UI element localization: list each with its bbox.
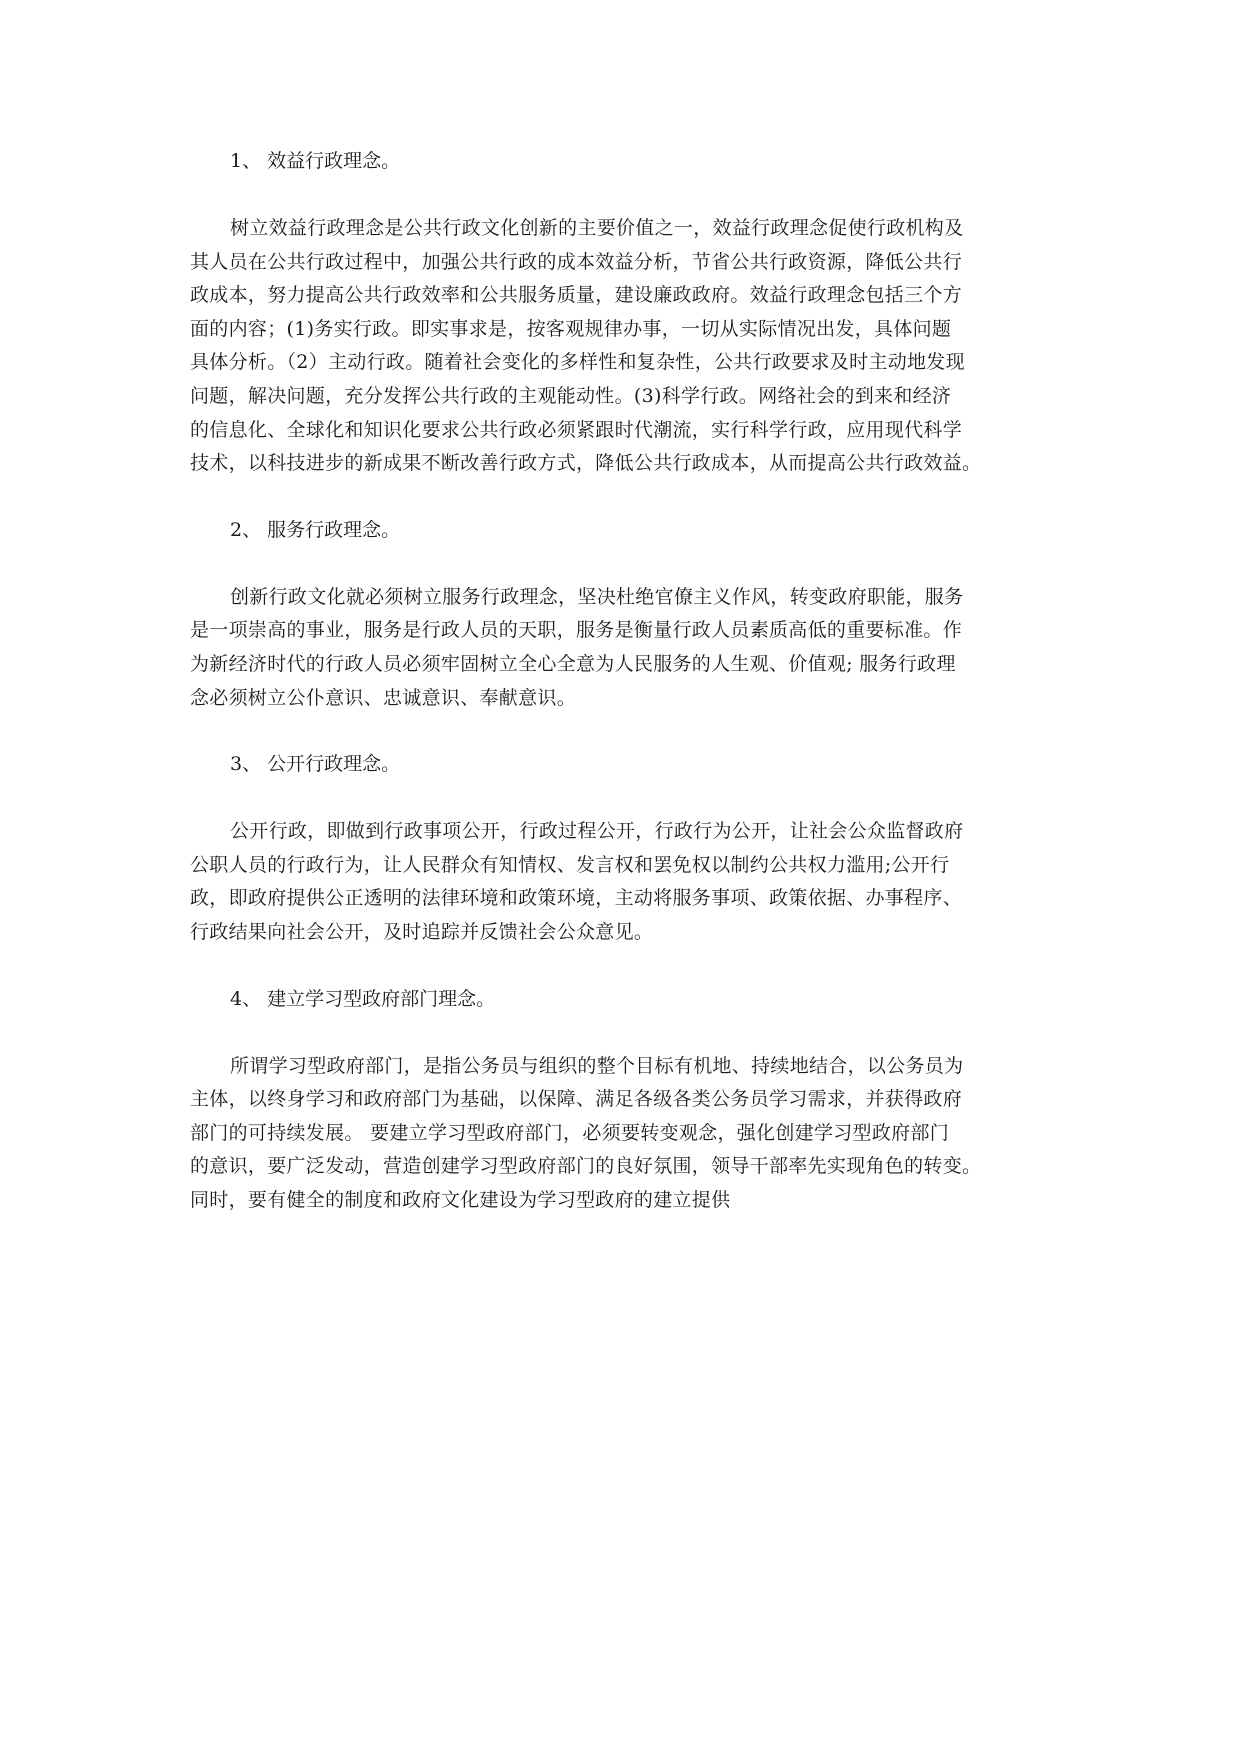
paragraph-line: 面的内容；(1)务实行政。即实事求是，按客观规律办事，一切从实际情况出发，具体问题 bbox=[190, 317, 952, 340]
paragraph-line: 树立效益行政理念是公共行政文化创新的主要价值之一，效益行政理念促使行政机构及 bbox=[230, 217, 964, 239]
paragraph-line: 是一项崇高的事业，服务是行政人员的天职，服务是衡量行政人员素质高低的重要标准。作 bbox=[190, 619, 963, 642]
paragraph-line: 的意识，要广泛发动，营造创建学习型政府部门的良好氛围，领导干部率先实现角色的转变。 bbox=[190, 1155, 982, 1178]
section-paragraph-3 bbox=[190, 815, 1070, 949]
paragraph-line: 部门的可持续发展。 要建立学习型政府部门，必须要转变观念，强化创建学习型政府部门 bbox=[190, 1121, 950, 1144]
paragraph-line: 创新行政文化就必须树立服务行政理念，坚决杜绝官僚主义作风，转变政府职能，服务 bbox=[230, 585, 964, 608]
paragraph-line: 问题，解决问题，充分发挥公共行政的主观能动性。(3)科学行政。网络社会的到来和经济 bbox=[190, 384, 952, 407]
section-paragraph-2 bbox=[190, 581, 1070, 715]
paragraph-line: 其人员在公共行政过程中，加强公共行政的成本效益分析，节省公共行政资源，降低公共行 bbox=[190, 250, 963, 273]
paragraph-line: 具体分析。（2）主动行政。随着社会变化的多样性和复杂性，公共行政要求及时主动地发现 bbox=[190, 351, 965, 374]
section-paragraph-1 bbox=[190, 212, 1070, 481]
paragraph-line: 技术，以科技进步的新成果不断改善行政方式，降低公共行政成本，从而提高公共行政效益。 bbox=[190, 452, 982, 475]
paragraph-line: 公职人员的行政行为，让人民群众有知情权、发言权和罢免权以制约公共权力滥用;公开行 bbox=[190, 853, 950, 876]
paragraph-line: 行政结果向社会公开，及时追踪并反馈社会公众意见。 bbox=[190, 920, 654, 943]
paragraph-line: 政成本，努力提高公共行政效率和公共服务质量，建设廉政政府。效益行政理念包括三个方 bbox=[190, 284, 963, 307]
paragraph-line: 政，即政府提供公正透明的法律环境和政策环境，主动将服务事项、政策依据、办事程序、 bbox=[190, 887, 963, 910]
paragraph-line: 公开行政，即做到行政事项公开，行政过程公开，行政行为公开，让社会公众监督政府 bbox=[230, 820, 964, 843]
section-paragraph-4 bbox=[190, 1050, 1070, 1218]
paragraph-line: 同时，要有健全的制度和政府文化建设为学习型政府的建立提供 bbox=[190, 1188, 731, 1211]
section-heading-2: 2、 服务行政理念。 bbox=[230, 518, 401, 541]
paragraph-line: 念必须树立公仆意识、忠诚意识、奉献意识。 bbox=[190, 686, 577, 709]
section-heading-1: 1、 效益行政理念。 bbox=[230, 150, 401, 172]
document-page bbox=[190, 146, 1070, 1251]
paragraph-line: 的信息化、全球化和知识化要求公共行政必须紧跟时代潮流，实行科学行政，应用现代科学 bbox=[190, 418, 963, 441]
section-heading-4: 4、 建立学习型政府部门理念。 bbox=[230, 987, 496, 1010]
section-heading-3: 3、 公开行政理念。 bbox=[230, 753, 401, 776]
paragraph-line: 所谓学习型政府部门，是指公务员与组织的整个目标有机地、持续地结合，以公务员为 bbox=[230, 1054, 964, 1077]
paragraph-line: 为新经济时代的行政人员必须牢固树立全心全意为人民服务的人生观、价值观; 服务行政理 bbox=[190, 652, 956, 675]
paragraph-line: 主体，以终身学习和政府部门为基础，以保障、满足各级各类公务员学习需求，并获得政府 bbox=[190, 1088, 963, 1111]
